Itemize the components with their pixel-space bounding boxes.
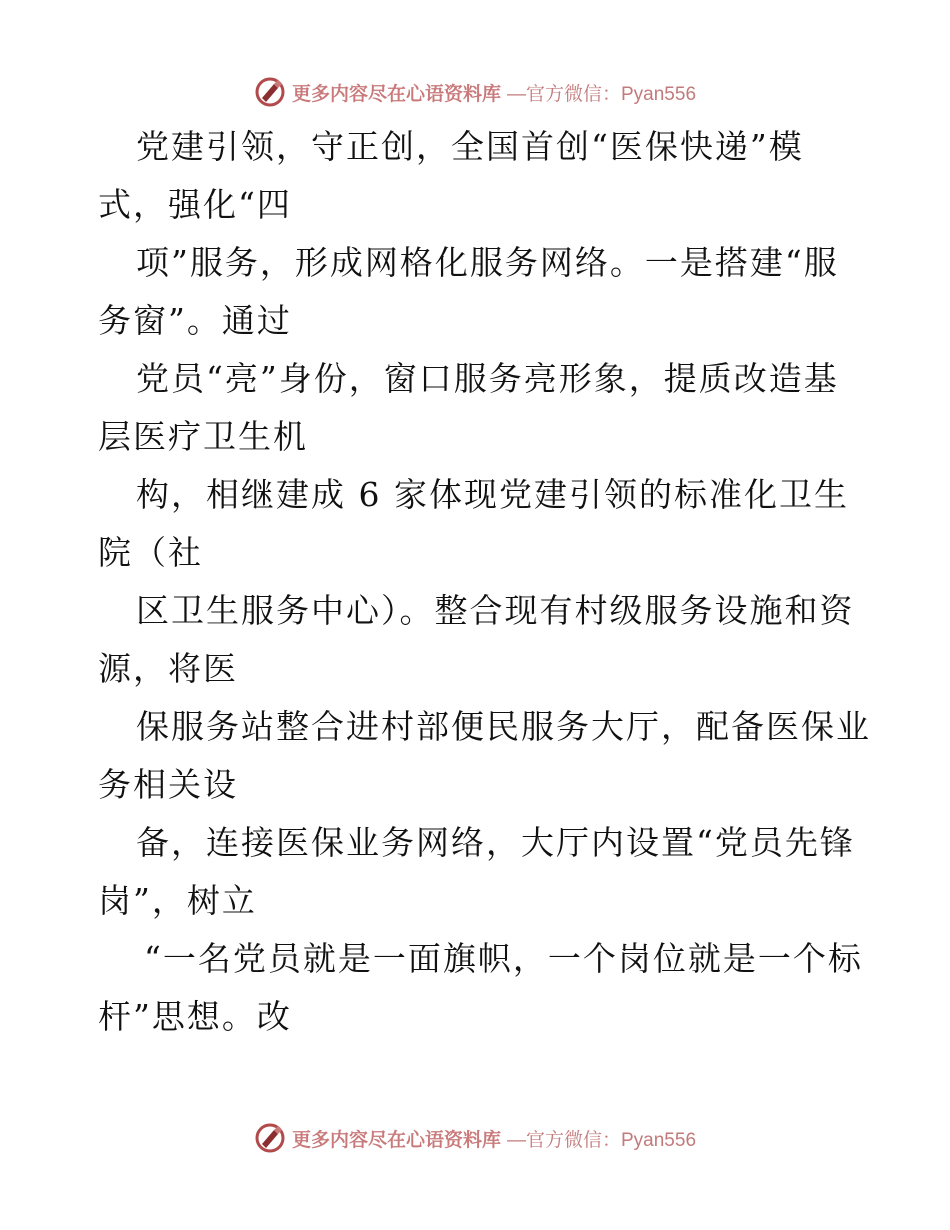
body-line: 构，相继建成 6 家体现党建引领的标准化卫生 [136,475,849,514]
body-line: 务相关设 [98,765,238,804]
body-line: 项”服务，形成网格化服务网络。一是搭建“服 [136,243,839,282]
body-line: 区卫生服务中心）。整合现有村级服务设施和资 [136,591,855,630]
body-line: 保服务站整合进村部便民服务大厅，配备医保业 [136,707,871,746]
footer-banner-sub: —官方微信：Pyan556 [507,1129,697,1151]
body-line: 式，强化“四 [98,185,292,224]
logo-icon [254,1122,286,1154]
body-line: 院（社 [98,533,203,572]
document-body [98,118,871,1046]
logo-icon [254,76,286,108]
body-line: 层医疗卫生机 [98,417,308,456]
body-line: 备，连接医保业务网络，大厅内设置“党员先锋 [136,823,855,862]
body-line: 源，将医 [98,649,238,688]
body-line: “一名党员就是一面旗帜，一个岗位就是一个标 [144,939,863,978]
body-line: 务窗”。通过 [98,301,292,340]
footer-banner [0,1118,950,1158]
footer-banner-text: 更多内容尽在心语资料库 [291,1128,501,1151]
header-banner-sub: —官方微信：Pyan556 [507,83,697,105]
body-line: 岗”，树立 [98,881,257,920]
header-banner-text: 更多内容尽在心语资料库 [291,82,501,105]
body-line: 党建引领，守正创，全国首创“医保快递”模 [136,127,804,166]
body-line: 杆”思想。改 [98,997,292,1036]
header-banner [0,72,950,112]
body-line: 党员“亮”身份，窗口服务亮形象，提质改造基 [136,359,839,398]
